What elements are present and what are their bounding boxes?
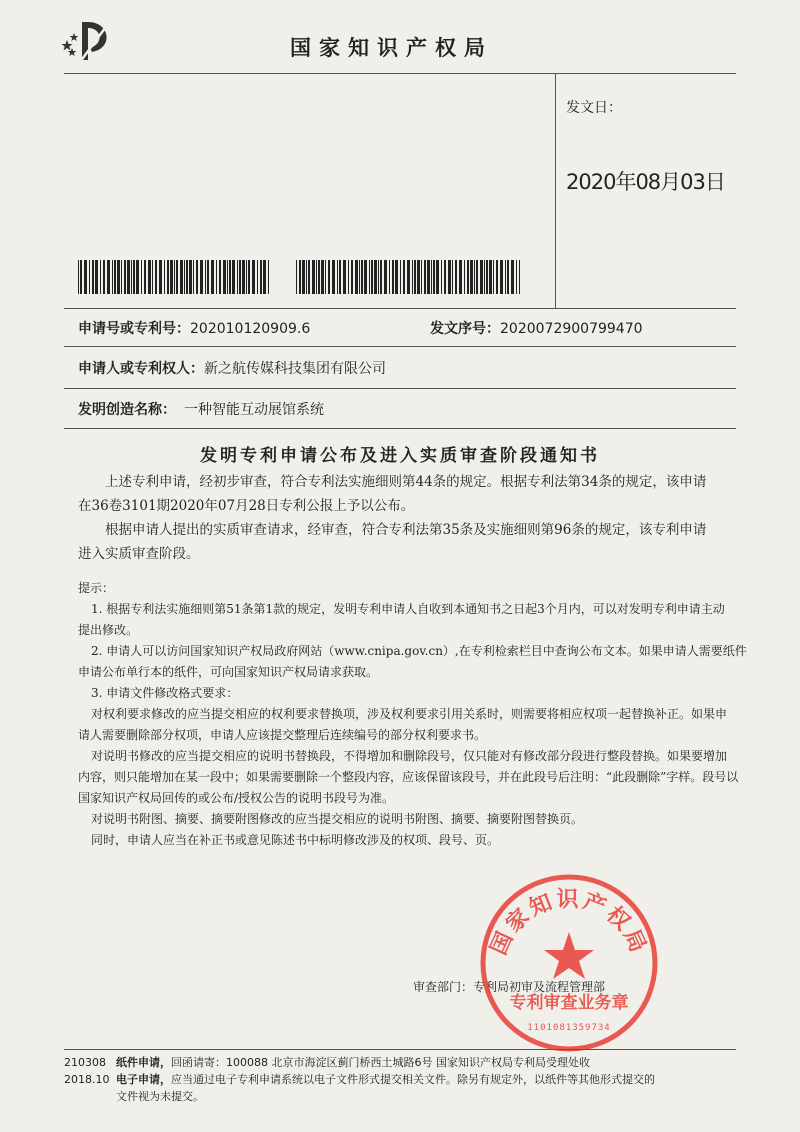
- barcode-left: [78, 260, 270, 294]
- divider: [555, 74, 556, 308]
- seal-code: 1101081359734: [527, 1023, 611, 1033]
- footer-text: 文件视为未提交。: [116, 1090, 204, 1103]
- paragraph-line: 上述专利申请，经初步审查，符合专利法实施细则第44条的规定。根据专利法第34条的规定，该申请: [105, 474, 707, 490]
- invention-name: 发明创造名称： 一种智能互动展馆系统: [78, 402, 324, 418]
- tip-line: 提出修改。: [78, 623, 139, 637]
- divider: [64, 346, 736, 347]
- divider: [64, 428, 736, 429]
- application-number: 申请号或专利号：202010120909.6: [78, 321, 311, 337]
- footer-text: 应当通过电子专利申请系统以电子文件形式提交相关文件。除另有规定外，以纸件等其他形式提交的: [171, 1073, 655, 1086]
- form-code: 210308: [64, 1056, 106, 1069]
- tips-section: [78, 578, 758, 851]
- tip-line: 同时，申请人应当在补正书或意见陈述书中标明修改涉及的权项、段号、页。: [91, 833, 500, 847]
- tip-line: 国家知识产权局回传的或公布/授权公告的说明书段号为准。: [78, 791, 395, 805]
- review-department: 审查部门：专利局初审及流程管理部: [413, 980, 606, 994]
- issue-date: 2020年08月03日: [566, 170, 725, 194]
- date-label: 发文日：: [566, 100, 622, 116]
- applicant: 申请人或专利权人：新之航传媒科技集团有限公司: [78, 361, 386, 377]
- paragraph-line: 在36卷3101期2020年07月28日专利公报上予以公布。: [78, 498, 415, 514]
- divider: [64, 388, 736, 389]
- footer: [64, 1054, 754, 1105]
- tip-line: 内容，则只能增加在某一段中；如果需要删除一个整段内容，应该保留该段号，并在此段号后注明：“此段删除”字样。段号以: [78, 770, 739, 784]
- form-version: 2018.10: [64, 1073, 110, 1086]
- issuing-office: 国家知识产权局: [290, 35, 493, 60]
- tip-line: 3. 申请文件修改格式要求：: [91, 686, 239, 700]
- tip-line: 对权利要求修改的应当提交相应的权利要求替换项，涉及权利要求引用关系时，则需要将相应权项一起替换补正。如果申: [91, 707, 728, 721]
- barcode-right: [296, 260, 520, 294]
- tip-line: 请人需要删除部分权项，申请人应该提交整理后连续编号的部分权利要求书。: [78, 728, 487, 742]
- tip-line: 申请公布单行本的纸件，可向国家知识产权局请求获取。: [78, 665, 379, 679]
- divider: [64, 308, 736, 309]
- footer-label: 纸件申请，: [116, 1056, 171, 1069]
- tip-line: 对说明书附图、摘要、摘要附图修改的应当提交相应的说明书附图、摘要、摘要附图替换页。: [91, 812, 584, 826]
- notice-title: 发明专利申请公布及进入实质审查阶段通知书: [200, 446, 600, 466]
- tip-line: 2. 申请人可以访问国家知识产权局政府网站（www.cnipa.gov.cn）,在专利检索栏目中查询公布文本。如果申请人需要纸件: [91, 644, 747, 658]
- seal-center-text: 专利审查业务章: [509, 993, 629, 1013]
- seal-ring-text: 国家知识产权局: [485, 886, 653, 959]
- cnipa-logo: [58, 14, 118, 66]
- divider: [64, 1049, 736, 1050]
- serial-number: 发文序号：2020072900799470: [430, 321, 643, 337]
- notice-body: [78, 470, 758, 566]
- footer-text: 回函请寄：100088 北京市海淀区蓟门桥西土城路6号 国家知识产权局专利局受理处收: [171, 1056, 590, 1069]
- divider: [64, 73, 736, 74]
- seal-star-icon: [544, 932, 594, 979]
- tips-heading: 提示：: [78, 581, 115, 595]
- official-seal: [478, 872, 660, 1054]
- paragraph-line: 进入实质审查阶段。: [78, 546, 200, 562]
- tip-line: 对说明书修改的应当提交相应的说明书替换段，不得增加和删除段号，仅只能对有修改部分段进行整段替换。如果要增加: [91, 749, 728, 763]
- tip-line: 1. 根据专利法实施细则第51条第1款的规定，发明专利申请人自收到本通知书之日起3个月内，可以对发明专利申请主动: [91, 602, 725, 616]
- paragraph-line: 根据申请人提出的实质审查请求，经审查，符合专利法第35条及实施细则第96条的规定，该专利申请: [105, 522, 707, 538]
- footer-label: 电子申请，: [116, 1073, 171, 1086]
